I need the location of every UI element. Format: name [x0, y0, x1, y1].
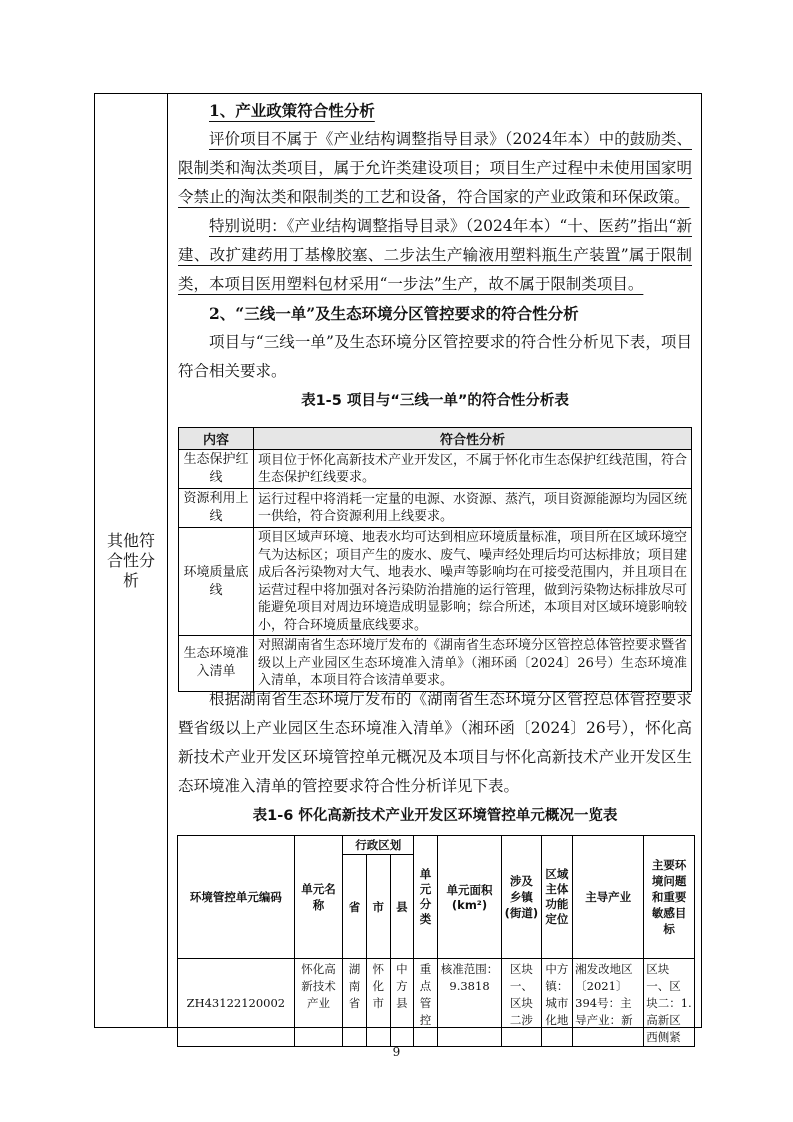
table16-cell-function: 中方镇：城市化地 [541, 959, 573, 1047]
table16-cell-province: 湖南省 [343, 959, 367, 1047]
table16-header-county: 县 [390, 855, 414, 959]
table16-header-code: 环境管控单元编码 [178, 836, 295, 959]
table-row [179, 450, 692, 489]
table16-header-area: 单元面积(km²) [437, 836, 501, 959]
table15-header-content: 内容 [179, 428, 254, 450]
table16-caption: 表1-6 怀化高新技术产业开发区环境管控单元概况一览表 [252, 808, 618, 824]
table16-cell-city: 怀化市 [366, 959, 390, 1047]
table16-cell-unit-type: 重点管控 [414, 959, 438, 1047]
table16-header-township: 涉及乡镇(街道) [502, 836, 541, 959]
page-number: 9 [392, 1045, 401, 1059]
section2-heading: 2、“三线一单”及生态环境分区管控要求的符合性分析 [209, 304, 579, 323]
table16-header-admin: 行政区划 [343, 836, 414, 855]
table15-row-name: 生态保护红线 [179, 450, 254, 489]
table15-row-name: 环境质量底线 [179, 528, 254, 636]
table16-header-function: 区域主体功能定位 [541, 836, 573, 959]
section1-para2: 特别说明：《产业结构调整指导目录》（2024年本）“十、医药”指出“新建、改扩建药用丁基橡胶塞、二步法生产输液用塑料瓶生产装置”属于限制类，本项目医用塑料包材采用“一步法”生产，故不属于限制类项目。 [178, 217, 692, 293]
table15-caption: 表1-5 项目与“三线一单”的符合性分析表 [301, 393, 569, 409]
table16-cell-issues: 区块一、区块二：1.高新区西侧紧 [644, 959, 695, 1047]
table15-row-text: 运行过程中将消耗一定量的电源、水资源、蒸汽，项目资源能源均为园区统一供给，符合资源利用上线要求。 [254, 489, 692, 528]
table15-header-analysis: 符合性分析 [254, 428, 692, 450]
form-frame [94, 93, 702, 1044]
section1-heading: 1、产业政策符合性分析 [209, 101, 375, 120]
table16-cell-county: 中方县 [390, 959, 414, 1047]
table15-row-name: 生态环境准入清单 [179, 636, 254, 692]
table16-header-unit-name: 单元名称 [294, 836, 342, 959]
table16-header-industry: 主导产业 [573, 836, 644, 959]
left-column [95, 94, 168, 1027]
section1-para1: 评价项目不属于《产业结构调整指导目录》（2024年本）中的鼓励类、限制类和淘汰类项目，属于允许类建设项目；项目生产过程中未使用国家明令禁止的淘汰类和限制类的工艺和设备，符合国家的产业政策和环保政策。 [178, 130, 692, 206]
table16-cell-industry: 湘发改地区〔2021〕394号：主导产业：新 [573, 959, 644, 1047]
table16-cell-township: 区块一、区块二涉 [502, 959, 541, 1047]
section2-para1: 项目与“三线一单”及生态环境分区管控要求的符合性分析见下表，项目符合相关要求。 [178, 333, 692, 380]
table16-header-unit-type: 单元分类 [414, 836, 438, 959]
table15-row-name: 资源利用上线 [179, 489, 254, 528]
table-1-6 [177, 835, 695, 1047]
table16-cell-code: ZH43122120002 [178, 959, 295, 1047]
table-row [179, 636, 692, 692]
table15-row-text: 项目位于怀化高新技术产业开发区，不属于怀化市生态保护红线范围，符合生态保护红线要求。 [254, 450, 692, 489]
table16-header-province: 省 [343, 855, 367, 959]
content-column [178, 94, 692, 411]
table16-header-issues: 主要环境问题和重要敏感目标 [644, 836, 695, 959]
section3-block [178, 685, 692, 827]
table-row [179, 489, 692, 528]
table-row [178, 959, 695, 1047]
section3-para1: 根据湖南省生态环境厅发布的《湖南省生态环境分区管控总体管控要求暨省级以上产业园区生态环境准入清单》（湘环函〔2024〕26号），怀化高新技术产业开发区环境管控单元概况及本项目与怀化高新技术产业开发区生态环境准入清单的管控要求符合性分析详见下表。 [178, 690, 692, 795]
table16-header-city: 市 [366, 855, 390, 959]
table-1-5 [178, 427, 692, 692]
table15-row-text: 对照湖南省生态环境厅发布的《湖南省生态环境分区管控总体管控要求暨省级以上产业园区生态环境准入清单》（湘环函〔2024〕26号）生态环境准入清单，本项目符合该清单要求。 [254, 636, 692, 692]
table15-row-text: 项目区域声环境、地表水均可达到相应环境质量标准，项目所在区域环境空气为达标区；项目产生的废水、废气、噪声经处理后均可达标排放；项目建成后各污染物对大气、地表水、噪声等影响均在可接受范围内，并且项目在运营过程中将加强对各污染防治措施的运行管理，做到污染物达标排放尽可能避免项目对周边环境造成明显影响；综合所述，本项目对区域环境影响较小，符合环境质量底线要求。 [254, 528, 692, 636]
table16-cell-unit-name: 怀化高新技术产业 [294, 959, 342, 1047]
left-column-label: 其他符合性分析 [106, 531, 155, 590]
table16-cell-area: 核准范围：9.3818 [437, 959, 501, 1047]
table-row [179, 528, 692, 636]
